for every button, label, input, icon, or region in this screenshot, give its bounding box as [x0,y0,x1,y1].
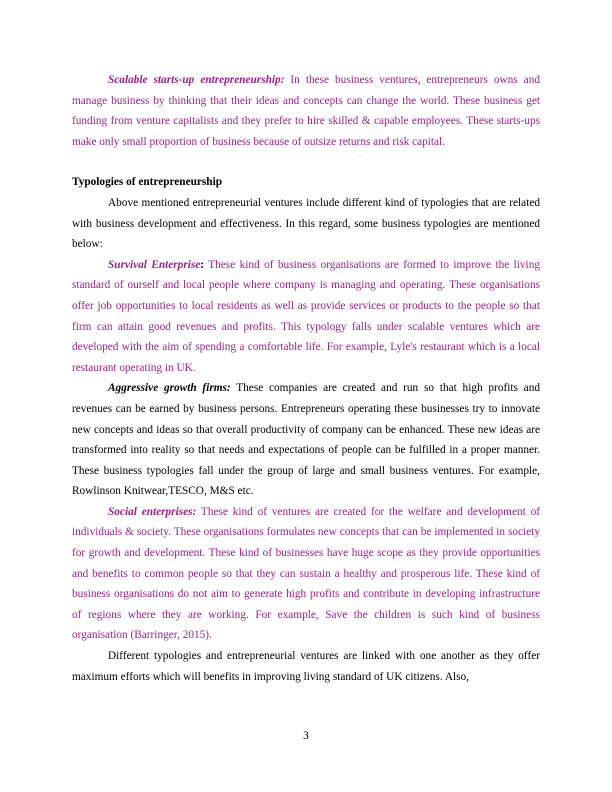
section-heading-typologies: Typologies of entrepreneurship [72,176,223,189]
section-gap [72,152,540,172]
survival-enterprise-colon: : [200,258,205,271]
document-body [72,70,540,687]
paragraph-linked-typologies [72,646,540,687]
aggressive-growth-text: These companies are created and run so that high profits and revenues can be earned by business persons. Entrepreneurs operating these businesses try to innovate new concepts and ideas so that overall productivity of company can be enhanced. These new ideas are transformed into reality so that needs and expectations of people can be fulfilled in a proper manner. These business typologies fall under the group of large and small business ventures. For example, Rowlinson Knitwear,TESCO, M&S etc. [72,382,540,498]
survival-enterprise-label: Survival Enterprise [108,258,201,271]
page-number: 3 [303,730,309,742]
paragraph-scalable-startups [72,70,540,152]
linked-typologies-text: Different typologies and entrepreneurial ventures are linked with one another as they offer maximum efforts which will benefits in improving living standard of UK citizens. Also, [72,650,540,683]
paragraph-typologies-intro [72,193,540,255]
scalable-startups-text: In these business ventures, entrepreneurs owns and manage business by thinking that their ideas and concepts can change the world. These business get funding from venture capitalists and they prefer to hire skilled & capable employees. These starts-ups make only small proportion of business because of outsize returns and risk capital. [72,74,540,148]
paragraph-survival-enterprise [72,255,540,379]
typologies-intro-text: Above mentioned entrepreneurial ventures include different kind of typologies that are related with business development and effectiveness. In this regard, some business typologies are mentioned below: [72,196,540,251]
paragraph-aggressive-growth [72,378,540,502]
aggressive-growth-label: Aggressive growth firms: [108,382,231,395]
scalable-startups-label: Scalable starts-up entrepreneurship: [108,74,285,86]
paragraph-social-enterprises [72,502,540,646]
social-enterprises-text: These kind of ventures are created for the welfare and development of individuals & society. These organisations formulates new concepts that can be implemented in society for growth and development. These kind of businesses have huge scope as they provide opportunities and benefits to common people so that they can sustain a healthy and prosperous life. These kind of business organisations do not aim to generate high profits and contribute in developing infrastructure of regions where they are working. For example, Save the children is such kind of business organisation (Barringer, 2015). [72,505,540,642]
social-enterprises-label: Social enterprises: [108,505,197,518]
survival-enterprise-text: These kind of business organisations are formed to improve the living standard of ourself and local people where company is managing and operating. These organisations offer job opportunities to local residents as well as provide services or products to the people so that firm can attain good revenues and profits. This typology falls under scalable ventures which are developed with the aim of spending a comfortable life. For example, Lyle's restaurant which is a local restaurant operating in UK. [72,258,540,374]
